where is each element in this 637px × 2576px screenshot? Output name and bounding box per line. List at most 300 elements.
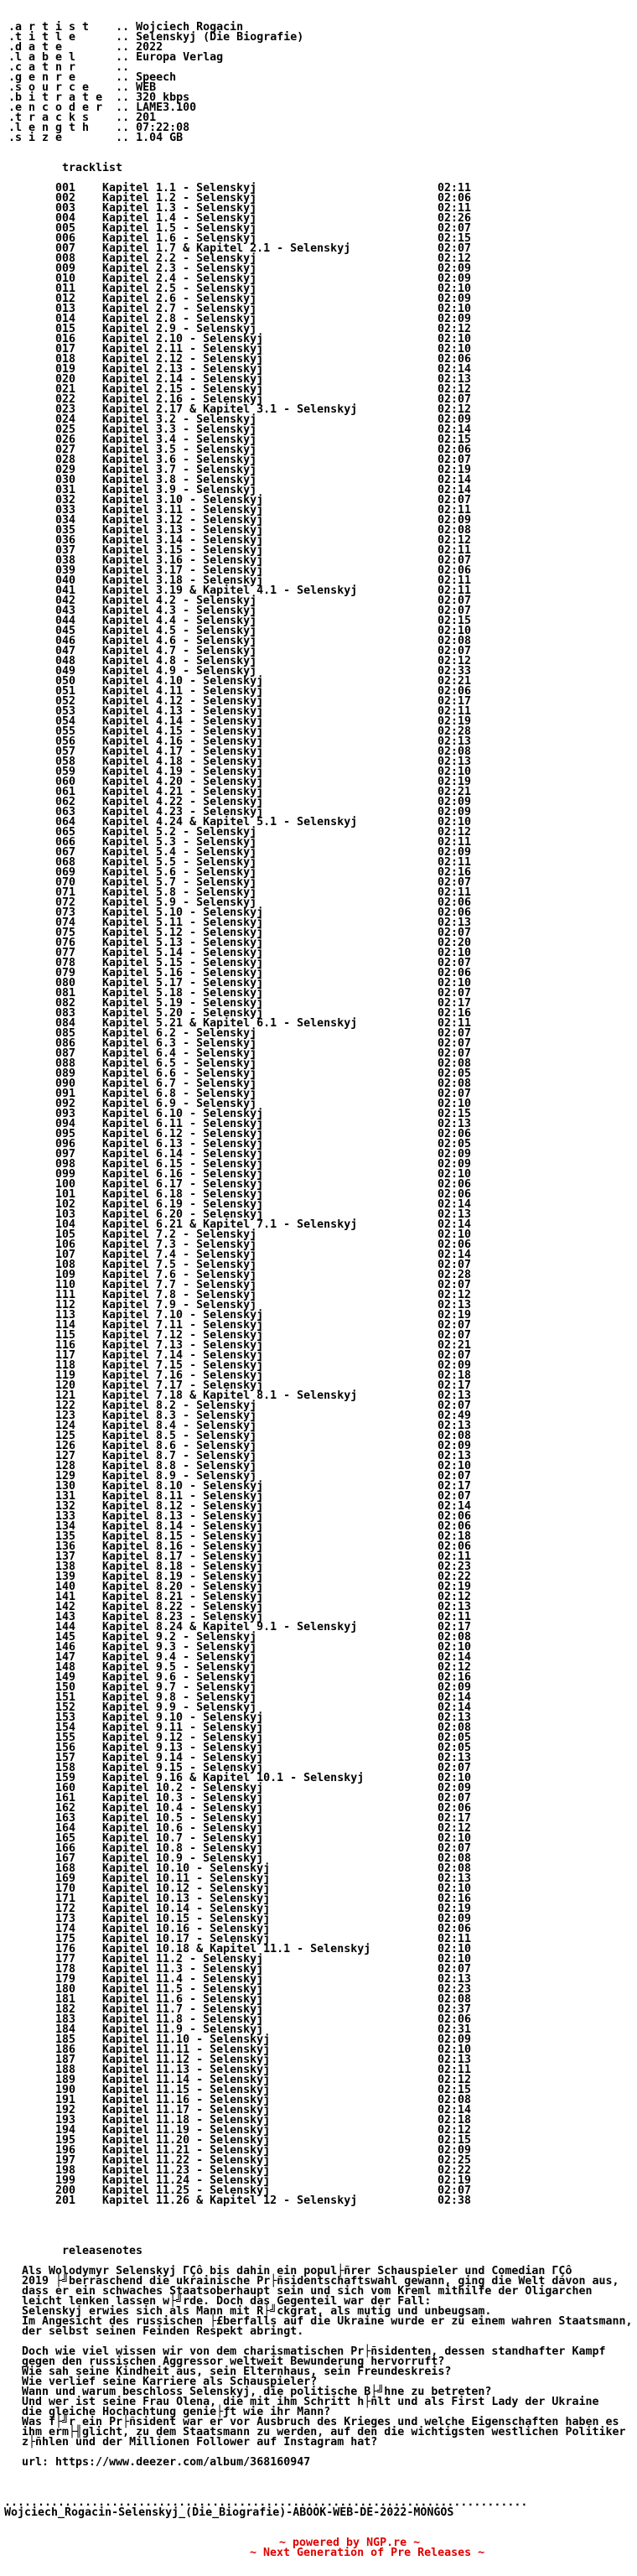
track-row [0,1602,637,1613]
track-duration: 02:23 [438,1561,472,1573]
track-row [0,908,637,918]
track-number: 185 [55,2033,76,2046]
track-duration: 02:13 [438,1601,472,1613]
track-duration: 02:17 [438,997,472,1010]
track-row [0,1411,637,1421]
track-duration: 02:08 [438,1631,472,1644]
divider-dotted-line: .............................................................................. [4,2496,528,2509]
release-notes-paragraph [22,2347,633,2448]
track-title: Kapitel 11.19 - Selenskyj [102,2124,271,2137]
track-number: 080 [55,977,76,989]
track-row [0,667,637,677]
track-number: 036 [55,534,76,547]
track-title: Kapitel 11.16 - Selenskyj [102,2094,271,2106]
track-duration: 02:07 [438,1792,472,1805]
track-duration: 02:22 [438,2164,472,2177]
track-number: 076 [55,937,76,949]
track-duration: 02:07 [438,242,472,255]
track-row [0,2166,637,2176]
track-row [0,1170,637,1180]
track-duration: 02:07 [438,957,472,969]
track-duration: 02:11 [438,504,472,517]
track-number: 074 [55,917,76,929]
track-row [0,938,637,948]
track-row [0,1190,637,1200]
track-title: Kapitel 7.10 - Selenskyj [102,1309,264,1322]
track-title: Kapitel 4.15 - Selenskyj [102,725,264,738]
track-number: 073 [55,906,76,919]
track-duration: 02:14 [438,1500,472,1513]
track-title: Kapitel 4.21 - Selenskyj [102,786,264,798]
track-duration: 02:11 [438,202,472,215]
track-row [0,1522,637,1532]
track-number: 167 [55,1852,76,1865]
track-row [0,606,637,616]
track-number: 011 [55,283,76,295]
track-row [0,1955,637,1965]
track-number: 152 [55,1701,76,1714]
track-duration: 02:06 [438,896,472,909]
release-info-field: .t i t l e .. Selenskyj (Die Biografie) [8,31,304,44]
track-title: Kapitel 6.15 - Selenskyj [102,1158,264,1171]
track-duration: 02:08 [438,1430,472,1442]
track-number: 053 [55,705,76,718]
track-row [0,556,637,566]
track-title: Kapitel 9.11 - Selenskyj [102,1722,264,1734]
track-row [0,1331,637,1341]
track-number: 150 [55,1681,76,1694]
track-title: Kapitel 8.13 - Selenskyj [102,1510,264,1523]
release-info-field: .l a b e l .. Europa Verlag [8,51,224,64]
release-info-field: .a r t i s t .. Wojciech Rogacin [8,21,244,34]
track-row [0,697,637,707]
track-duration: 02:06 [438,1923,472,1935]
track-title: Kapitel 3.2 - Selenskyj [102,413,257,426]
track-number: 050 [55,675,76,688]
track-duration: 02:15 [438,232,472,245]
track-duration: 02:08 [438,1078,472,1090]
release-notes-line: z├ñhlen und der Millionen Follower auf Instagram hat? [22,2436,378,2449]
track-number: 117 [55,1349,76,1362]
track-row [0,1401,637,1411]
track-number: 106 [55,1239,76,1251]
track-duration: 02:09 [438,1148,472,1161]
track-number: 068 [55,856,76,869]
track-title: Kapitel 3.4 - Selenskyj [102,434,257,446]
track-title: Kapitel 4.17 - Selenskyj [102,745,264,758]
track-duration: 02:06 [438,1188,472,1201]
track-row [0,948,637,958]
track-title: Kapitel 10.3 - Selenskyj [102,1792,264,1805]
track-row [0,1854,637,1864]
track-number: 001 [55,182,76,195]
track-row [0,1794,637,1804]
track-title: Kapitel 4.11 - Selenskyj [102,685,264,698]
track-row [0,1894,637,1904]
track-row [0,626,637,636]
track-number: 101 [55,1188,76,1201]
track-duration: 02:26 [438,212,472,225]
track-duration: 02:09 [438,806,472,818]
track-row [0,425,637,435]
track-number: 004 [55,212,76,225]
track-duration: 02:12 [438,2124,472,2137]
track-title: Kapitel 7.5 - Selenskyj [102,1259,257,1271]
track-title: Kapitel 7.9 - Selenskyj [102,1299,257,1311]
track-duration: 02:07 [438,393,472,406]
track-number: 104 [55,1218,76,1231]
track-duration: 02:11 [438,2064,472,2076]
track-row [0,274,637,284]
track-title: Kapitel 2.17 & Kapitel 3.1 - Selenskyj [102,403,358,416]
track-title: Kapitel 10.9 - Selenskyj [102,1852,264,1865]
track-title: Kapitel 10.11 - Selenskyj [102,1872,271,1885]
track-title: Kapitel 2.11 - Selenskyj [102,343,264,356]
track-duration: 02:12 [438,826,472,839]
track-title: Kapitel 11.8 - Selenskyj [102,2013,264,2026]
track-number: 158 [55,1762,76,1774]
track-number: 065 [55,826,76,839]
track-title: Kapitel 10.10 - Selenskyj [102,1862,271,1875]
track-number: 063 [55,806,76,818]
track-duration: 02:07 [438,1279,472,1291]
track-number: 179 [55,1973,76,1986]
track-number: 045 [55,625,76,637]
track-number: 169 [55,1872,76,1885]
track-duration: 02:10 [438,1098,472,1110]
track-row [0,1069,637,1079]
track-title: Kapitel 11.5 - Selenskyj [102,1983,264,1996]
track-row [0,194,637,204]
track-title: Kapitel 7.8 - Selenskyj [102,1289,257,1301]
track-duration: 02:08 [438,1993,472,2006]
track-duration: 02:19 [438,1309,472,1322]
track-title: Kapitel 8.17 - Selenskyj [102,1550,264,1563]
track-row [0,1562,637,1572]
track-number: 067 [55,846,76,859]
track-number: 030 [55,474,76,486]
track-number: 183 [55,2013,76,2026]
track-duration: 02:12 [438,1591,472,1603]
releasenotes-section-title: releasenotes [62,2245,143,2257]
track-row [0,214,637,224]
track-title: Kapitel 11.20 - Selenskyj [102,2134,271,2147]
track-row [0,1472,637,1482]
track-row [0,1502,637,1512]
track-title: Kapitel 6.11 - Selenskyj [102,1118,264,1130]
track-title: Kapitel 4.5 - Selenskyj [102,625,257,637]
track-title: Kapitel 8.10 - Selenskyj [102,1480,264,1493]
track-duration: 02:07 [438,1842,472,1855]
track-row [0,1200,637,1210]
track-number: 130 [55,1480,76,1493]
track-title: Kapitel 5.21 & Kapitel 6.1 - Selenskyj [102,1017,358,1030]
release-info-field: .c a t n r .. [8,61,137,74]
track-number: 025 [55,423,76,436]
track-number: 070 [55,876,76,889]
track-number: 115 [55,1329,76,1342]
track-title: Kapitel 8.18 - Selenskyj [102,1561,264,1573]
track-number: 118 [55,1359,76,1372]
track-row [0,1753,637,1763]
track-duration: 02:07 [438,1490,472,1503]
track-row [0,1703,637,1713]
track-number: 120 [55,1379,76,1392]
release-notes-line: Wie sah seine Kindheit aus, sein Elternhaus, sein Freundeskreis? [22,2366,452,2378]
track-duration: 02:20 [438,937,472,949]
track-row [0,284,637,294]
track-row [0,536,637,546]
track-duration: 02:09 [438,273,472,285]
track-row [0,2156,637,2166]
track-number: 048 [55,655,76,667]
track-duration: 02:21 [438,1339,472,1352]
track-duration: 02:12 [438,383,472,396]
track-number: 193 [55,2114,76,2127]
track-duration: 02:10 [438,283,472,295]
track-duration: 02:08 [438,2094,472,2106]
track-row [0,989,637,999]
track-title: Kapitel 6.8 - Selenskyj [102,1088,257,1100]
track-title: Kapitel 10.15 - Selenskyj [102,1913,271,1925]
track-number: 155 [55,1732,76,1744]
track-row [0,2045,637,2055]
track-number: 086 [55,1037,76,1050]
track-row [0,707,637,717]
track-row [0,1995,637,2005]
track-duration: 02:19 [438,1581,472,1593]
track-duration: 02:06 [438,685,472,698]
track-duration: 02:07 [438,1088,472,1100]
track-duration: 02:08 [438,1057,472,1070]
release-info-field: .l e n g t h .. 07:22:08 [8,122,190,134]
track-number: 144 [55,1621,76,1633]
track-number: 082 [55,997,76,1010]
track-title: Kapitel 3.10 - Selenskyj [102,494,264,506]
track-duration: 02:13 [438,735,472,748]
track-row [0,1029,637,1039]
track-number: 018 [55,353,76,366]
track-title: Kapitel 9.2 - Selenskyj [102,1631,257,1644]
track-duration: 02:07 [438,927,472,939]
track-row [0,1965,637,1975]
track-title: Kapitel 6.12 - Selenskyj [102,1128,264,1140]
track-title: Kapitel 7.15 - Selenskyj [102,1359,264,1372]
track-duration: 02:11 [438,886,472,899]
track-duration: 02:15 [438,2084,472,2096]
track-duration: 02:09 [438,1681,472,1694]
track-row [0,1441,637,1452]
track-row [0,314,637,325]
track-duration: 02:11 [438,705,472,718]
release-notes-line: dass er ein schwaches Staatsoberhaupt sein und sich vom Kreml mithilfe der Oligarchen [22,2285,593,2298]
track-title: Kapitel 6.10 - Selenskyj [102,1108,264,1120]
track-title: Kapitel 1.7 & Kapitel 2.1 - Selenskyj [102,242,351,255]
track-title: Kapitel 9.8 - Selenskyj [102,1691,257,1704]
track-duration: 02:14 [438,2104,472,2116]
track-title: Kapitel 11.11 - Selenskyj [102,2044,271,2056]
track-number: 099 [55,1168,76,1181]
track-duration: 02:06 [438,444,472,456]
track-title: Kapitel 8.9 - Selenskyj [102,1470,257,1483]
track-number: 023 [55,403,76,416]
track-number: 114 [55,1319,76,1332]
track-title: Kapitel 4.20 - Selenskyj [102,776,264,788]
track-row [0,2106,637,2116]
track-title: Kapitel 4.19 - Selenskyj [102,766,264,778]
track-row [0,737,637,747]
track-number: 059 [55,766,76,778]
track-title: Kapitel 2.9 - Selenskyj [102,323,257,335]
track-title: Kapitel 11.22 - Selenskyj [102,2154,271,2167]
track-row [0,1130,637,1140]
track-duration: 02:09 [438,1359,472,1372]
track-row [0,1301,637,1311]
track-row [0,405,637,415]
track-number: 035 [55,524,76,537]
track-row [0,1280,637,1291]
track-row [0,1150,637,1160]
track-title: Kapitel 4.2 - Selenskyj [102,595,257,607]
track-number: 103 [55,1208,76,1221]
track-duration: 02:18 [438,1530,472,1543]
track-title: Kapitel 9.10 - Selenskyj [102,1711,264,1724]
track-title: Kapitel 2.14 - Selenskyj [102,373,264,386]
track-title: Kapitel 7.7 - Selenskyj [102,1279,257,1291]
track-title: Kapitel 6.18 - Selenskyj [102,1188,264,1201]
track-title: Kapitel 11.6 - Selenskyj [102,1993,264,2006]
track-duration: 02:07 [438,645,472,657]
track-duration: 02:13 [438,1973,472,1986]
track-duration: 02:07 [438,222,472,235]
track-row [0,888,637,898]
track-title: Kapitel 2.2 - Selenskyj [102,252,257,265]
track-duration: 02:12 [438,534,472,547]
track-title: Kapitel 9.14 - Selenskyj [102,1752,264,1764]
track-row [0,858,637,868]
track-row [0,1039,637,1049]
track-number: 105 [55,1228,76,1241]
track-number: 081 [55,987,76,1000]
track-title: Kapitel 6.3 - Selenskyj [102,1037,257,1050]
track-number: 091 [55,1088,76,1100]
track-number: 087 [55,1047,76,1060]
release-notes-line: Als Wolodymyr Selenskyj ΓÇô bis dahin ein popul├ñrer Schauspieler und Comedian ΓÇô [22,2265,572,2277]
track-row [0,1260,637,1270]
track-duration: 02:09 [438,1158,472,1171]
track-row [0,687,637,697]
track-title: Kapitel 6.5 - Selenskyj [102,1057,257,1070]
track-number: 162 [55,1802,76,1815]
track-number: 199 [55,2174,76,2187]
track-title: Kapitel 5.2 - Selenskyj [102,826,257,839]
release-info-field: .s o u r c e .. WEB [8,81,157,94]
track-title: Kapitel 8.8 - Selenskyj [102,1460,257,1472]
track-duration: 02:09 [438,796,472,808]
track-title: Kapitel 4.7 - Selenskyj [102,645,257,657]
track-row [0,1109,637,1119]
track-duration: 02:06 [438,1540,472,1553]
track-title: Kapitel 2.7 - Selenskyj [102,303,257,315]
track-number: 060 [55,776,76,788]
track-number: 033 [55,504,76,517]
track-row [0,818,637,828]
track-duration: 02:10 [438,947,472,959]
track-title: Kapitel 5.17 - Selenskyj [102,977,264,989]
track-row [0,1673,637,1683]
track-title: Kapitel 8.11 - Selenskyj [102,1490,264,1503]
track-row [0,1220,637,1230]
track-duration: 02:16 [438,1007,472,1020]
track-duration: 02:11 [438,856,472,869]
track-title: Kapitel 6.17 - Selenskyj [102,1178,264,1191]
track-number: 136 [55,1540,76,1553]
track-title: Kapitel 3.9 - Selenskyj [102,484,257,496]
track-number: 170 [55,1883,76,1895]
track-duration: 02:15 [438,1108,472,1120]
track-number: 058 [55,756,76,768]
track-row [0,1663,637,1673]
track-title: Kapitel 11.15 - Selenskyj [102,2084,271,2096]
track-title: Kapitel 8.5 - Selenskyj [102,1430,257,1442]
track-number: 005 [55,222,76,235]
track-title: Kapitel 4.8 - Selenskyj [102,655,257,667]
track-title: Kapitel 7.3 - Selenskyj [102,1239,257,1251]
track-number: 143 [55,1611,76,1623]
track-duration: 02:07 [438,1762,472,1774]
track-number: 094 [55,1118,76,1130]
track-title: Kapitel 11.18 - Selenskyj [102,2114,271,2127]
track-title: Kapitel 3.19 & Kapitel 4.1 - Selenskyj [102,584,358,597]
track-number: 092 [55,1098,76,1110]
track-number: 181 [55,1993,76,2006]
track-title: Kapitel 1.4 - Selenskyj [102,212,257,225]
track-row [0,2075,637,2085]
track-number: 055 [55,725,76,738]
track-row [0,465,637,475]
track-number: 041 [55,584,76,597]
track-row [0,1804,637,1814]
track-duration: 02:17 [438,1379,472,1392]
track-row [0,1270,637,1280]
track-duration: 02:33 [438,665,472,678]
track-title: Kapitel 2.12 - Selenskyj [102,353,264,366]
track-row [0,345,637,355]
track-title: Kapitel 7.16 - Selenskyj [102,1369,264,1382]
track-number: 056 [55,735,76,748]
track-row [0,727,637,737]
track-duration: 02:06 [438,1178,472,1191]
track-number: 109 [55,1269,76,1281]
track-duration: 02:12 [438,252,472,265]
track-duration: 02:06 [438,967,472,979]
track-title: Kapitel 11.12 - Selenskyj [102,2054,271,2066]
track-row [0,2196,637,2206]
track-row [0,566,637,576]
track-duration: 02:11 [438,182,472,195]
track-title: Kapitel 6.7 - Selenskyj [102,1078,257,1090]
track-title: Kapitel 11.24 - Selenskyj [102,2174,271,2187]
track-number: 119 [55,1369,76,1382]
track-duration: 02:11 [438,836,472,849]
track-duration: 02:13 [438,1450,472,1462]
track-row [0,1592,637,1602]
track-row [0,928,637,938]
track-number: 003 [55,202,76,215]
release-notes-line: Was f├╝r ein Pr├ñsident war er vor Ausbruch des Krieges und welche Eigenschaften haben es [22,2416,619,2428]
track-row [0,1361,637,1371]
track-duration: 02:13 [438,373,472,386]
